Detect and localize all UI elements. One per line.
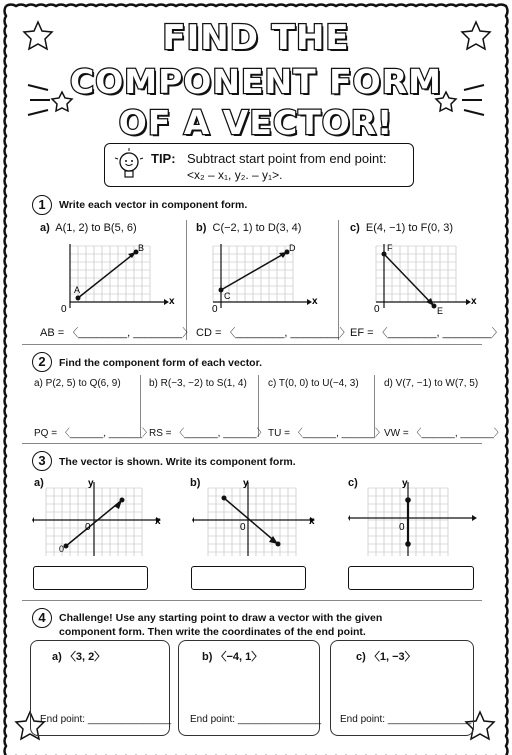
challenge-c-label: c) 〈1, −3〉 bbox=[356, 651, 416, 663]
section-3-number: 3 bbox=[32, 451, 52, 471]
s2-item-a: a) P(2, 5) to Q(6, 9) bbox=[34, 378, 121, 389]
section-divider bbox=[22, 443, 482, 444]
s2-item-b: b) R(−3, −2) to S(1, 4) bbox=[149, 378, 247, 389]
answer-ef[interactable]: EF = 〈________, ________〉 bbox=[350, 327, 503, 339]
point-a-label: A bbox=[74, 285, 81, 295]
graph-3b bbox=[192, 474, 326, 558]
x-axis-label: x bbox=[155, 516, 161, 527]
end-point-a[interactable]: End point: _______________ bbox=[40, 714, 172, 725]
s1-c-text: E(4, −1) to F(0, 3) bbox=[365, 222, 454, 234]
x-axis-label: x bbox=[471, 296, 477, 307]
graph-ef bbox=[362, 238, 482, 318]
title-line-1: FIND THE bbox=[162, 18, 350, 58]
origin-label: 0 bbox=[85, 522, 91, 533]
answer-ab[interactable]: AB = 〈________, ________〉 bbox=[40, 327, 194, 339]
divider bbox=[186, 220, 187, 340]
point-d-label: D bbox=[289, 243, 296, 253]
section-2-heading: Find the component form of each vector. bbox=[59, 357, 263, 369]
x-axis-label: x bbox=[169, 296, 175, 307]
s3-b-letter: b) bbox=[190, 477, 201, 489]
graph-3c bbox=[346, 474, 480, 558]
origin-label: 0 bbox=[374, 304, 380, 315]
s1-b-letter: b) bbox=[196, 222, 207, 234]
s1-a-text: A(1, 2) to B(5, 6) bbox=[55, 222, 137, 234]
end-point-b[interactable]: End point: _______________ bbox=[190, 714, 322, 725]
answer-box-3c[interactable] bbox=[348, 566, 474, 590]
challenge-text-2: component form. Then write the coordinates of the end point. bbox=[59, 626, 366, 638]
s3-a-letter: a) bbox=[34, 477, 44, 489]
x-axis-label: x bbox=[309, 516, 315, 527]
origin-label: 0 bbox=[61, 304, 67, 315]
tip-label: TIP: bbox=[151, 151, 176, 166]
graph-ab bbox=[52, 238, 175, 318]
title-line-2: COMPONENT FORM bbox=[70, 62, 442, 101]
s2-item-d: d) V(7, −1) to W(7, 5) bbox=[384, 378, 479, 389]
graph-cd bbox=[203, 238, 323, 318]
origin-label: 0 bbox=[212, 304, 218, 315]
point-e-label: E bbox=[437, 306, 444, 316]
answer-pq[interactable]: PQ = 〈______, ______〉 bbox=[34, 428, 153, 439]
answer-rs[interactable]: RS = 〈______, ______〉 bbox=[149, 428, 267, 439]
origin-label: 0 bbox=[59, 544, 65, 554]
tip-text-line1: Subtract start point from end point: bbox=[187, 151, 387, 166]
title-line-3: OF A VECTOR! bbox=[118, 103, 394, 142]
s1-b-text: C(−2, 1) to D(3, 4) bbox=[212, 222, 302, 234]
tip-box bbox=[104, 143, 414, 187]
section-divider bbox=[22, 600, 482, 601]
challenge-text-1: Use any starting point to draw a vector with the given bbox=[115, 612, 383, 624]
origin-label: 0 bbox=[399, 522, 405, 533]
s1-item-b bbox=[196, 222, 301, 234]
answer-cd[interactable]: CD = 〈________, ________〉 bbox=[196, 327, 351, 339]
answer-box-3a[interactable] bbox=[33, 566, 148, 590]
answer-box-3b[interactable] bbox=[191, 566, 306, 590]
x-axis-label: x bbox=[312, 296, 318, 307]
s1-item-a bbox=[40, 222, 137, 234]
end-point-c[interactable]: End point: _______________ bbox=[340, 714, 472, 725]
y-axis-label: y bbox=[402, 478, 408, 489]
section-divider bbox=[22, 344, 482, 345]
s2-item-c: c) T(0, 0) to U(−4, 3) bbox=[268, 378, 359, 389]
s1-c-letter: c) bbox=[350, 222, 360, 234]
challenge-label: Challenge! bbox=[59, 612, 113, 624]
section-2-number: 2 bbox=[32, 352, 52, 372]
answer-tu[interactable]: TU = 〈______, ______〉 bbox=[268, 428, 386, 439]
section-1-heading: Write each vector in component form. bbox=[59, 199, 248, 211]
point-c-label: C bbox=[224, 291, 231, 301]
s3-c-letter: c) bbox=[348, 477, 358, 489]
answer-vw[interactable]: VW = 〈______, ______〉 bbox=[384, 428, 504, 439]
challenge-b-label: b) 〈−4, 1〉 bbox=[202, 651, 263, 663]
y-axis-label: y bbox=[243, 478, 249, 489]
s1-item-c bbox=[350, 222, 453, 234]
section-3-heading: The vector is shown. Write its component form. bbox=[59, 456, 296, 468]
y-axis-label: y bbox=[88, 478, 94, 489]
tip-text-line2: <x₂ – x₁, y₂. – y₁>. bbox=[187, 168, 283, 182]
challenge-a-label: a) 〈3, 2〉 bbox=[52, 651, 106, 663]
section-4-number: 4 bbox=[32, 608, 52, 628]
point-b-label: B bbox=[138, 243, 145, 253]
origin-label: 0 bbox=[240, 522, 246, 533]
section-4-heading bbox=[59, 612, 382, 624]
section-1-number: 1 bbox=[32, 195, 52, 215]
graph-3a bbox=[32, 474, 166, 558]
point-f-label: F bbox=[387, 243, 393, 253]
lightbulb-icon bbox=[113, 148, 145, 182]
divider bbox=[338, 220, 339, 340]
s1-a-letter: a) bbox=[40, 222, 50, 234]
